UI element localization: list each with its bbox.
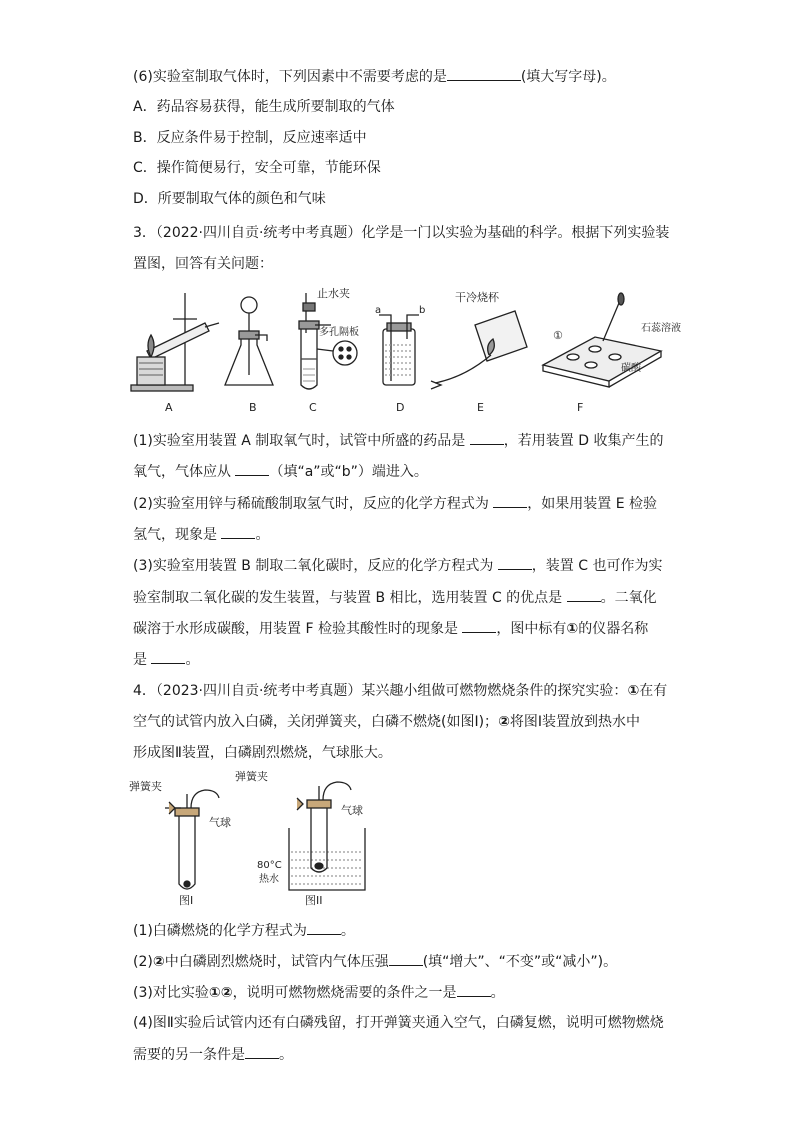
answer-blank[interactable] bbox=[447, 66, 521, 81]
text-span: 氧气，气体应从 bbox=[133, 464, 236, 480]
text-span: ，装置 C 也可作为实 bbox=[531, 558, 663, 574]
port-a-label: a bbox=[375, 305, 382, 316]
circled-one: ① bbox=[627, 683, 640, 699]
fig-label-d: D bbox=[396, 401, 405, 414]
figure-one-test-tube bbox=[165, 790, 219, 889]
answer-blank[interactable] bbox=[493, 493, 527, 508]
q3-part1-line1 bbox=[133, 430, 663, 451]
q4-intro-line1 bbox=[133, 681, 667, 701]
answer-blank[interactable] bbox=[307, 920, 341, 935]
circled-one-two: ①② bbox=[208, 985, 233, 1001]
q6-option-b: B．反应条件易于控制，反应速率适中 bbox=[133, 130, 367, 146]
q4-part4-line1: (4)图Ⅱ实验后试管内还有白磷残留，打开弹簧夹通入空气，白磷复燃，说明可燃物燃烧 bbox=[133, 1015, 664, 1031]
balloon-label-1: 气球 bbox=[209, 816, 231, 829]
fig-label-b: B bbox=[249, 401, 257, 414]
q6-option-a: A．药品容易获得，能生成所要制取的气体 bbox=[133, 99, 395, 115]
apparatus-a-heating-tube bbox=[131, 293, 219, 391]
text-span: 。 bbox=[490, 985, 505, 1001]
answer-blank[interactable] bbox=[245, 1044, 279, 1059]
q4-intro-line2 bbox=[133, 712, 640, 732]
text-span: 4．（2023·四川自贡·统考中考真题）某兴趣小组做可燃物燃烧条件的探究实验： bbox=[133, 683, 628, 699]
answer-blank[interactable] bbox=[567, 587, 601, 602]
circled-two: ② bbox=[498, 714, 510, 730]
q3-part2-line2 bbox=[133, 524, 269, 545]
fig-label-a: A bbox=[165, 401, 173, 414]
q3-apparatus-figure bbox=[125, 285, 695, 420]
balloon-label-2: 气球 bbox=[341, 804, 363, 817]
text-span: (2) bbox=[133, 954, 153, 970]
text-span: 碳溶于水形成碳酸，用装置 F 检验其酸性时的现象是 bbox=[133, 621, 463, 637]
apparatus-b-conical-flask bbox=[225, 297, 273, 385]
q3-intro-line1: 3．（2022·四川自贡·统考中考真题）化学是一门以实验为基础的科学。根据下列实验装 bbox=[133, 225, 670, 241]
text-span: (1)白磷燃烧的化学方程式为 bbox=[133, 923, 307, 939]
text-span: (填“增大”、“不变”或“减小”)。 bbox=[422, 954, 618, 970]
text-span: 需要的另一条件是 bbox=[133, 1047, 245, 1063]
q6-option-c: C．操作简便易行，安全可靠，节能环保 bbox=[133, 160, 381, 176]
figure-two-beaker bbox=[289, 782, 365, 890]
text-span: 是 bbox=[133, 652, 152, 668]
q6-option-d: D．所要制取气体的颜色和气味 bbox=[133, 191, 326, 207]
spring-clamp-label-2: 弹簧夹 bbox=[235, 770, 268, 783]
answer-blank[interactable] bbox=[221, 524, 255, 539]
text-span: 。 bbox=[340, 923, 355, 939]
apparatus-e-dry-beaker bbox=[431, 311, 527, 389]
text-span: 中白磷剧烈燃烧时，试管内气体压强 bbox=[164, 954, 389, 970]
fig-label-c: C bbox=[309, 401, 317, 414]
text-span: (2)实验室用锌与稀硫酸制取氢气时，反应的化学方程式为 bbox=[133, 496, 494, 512]
text-span: 。二氧化 bbox=[600, 590, 657, 606]
apparatus-d-gas-bottle bbox=[379, 315, 419, 385]
circled-two: ② bbox=[152, 954, 165, 970]
q4-phosphorus-figure bbox=[125, 768, 385, 913]
q6-stem bbox=[133, 66, 616, 87]
spring-clamp-label-1: 弹簧夹 bbox=[129, 780, 162, 793]
answer-blank[interactable] bbox=[457, 982, 491, 997]
text-span: (3)实验室用装置 B 制取二氧化碳时，反应的化学方程式为 bbox=[133, 558, 498, 574]
text-span: 的仪器名称 bbox=[578, 621, 649, 637]
litmus-label: 石蕊溶液 bbox=[641, 323, 681, 334]
apparatus-c-porous-plate-tube bbox=[299, 293, 357, 389]
q6-stem-text: (6)实验室制取气体时，下列因素中不需要考虑的是 bbox=[133, 69, 447, 85]
q3-intro-line2: 置图，回答有关问题： bbox=[133, 256, 273, 272]
stop-clamp-label: 止水夹 bbox=[317, 287, 350, 300]
port-b-label: b bbox=[419, 305, 426, 316]
text-span: 。 bbox=[185, 652, 200, 668]
figure-one-caption: 图I bbox=[179, 894, 194, 907]
fig-label-f: F bbox=[577, 401, 584, 414]
q3-part3-line2 bbox=[133, 587, 657, 608]
answer-blank[interactable] bbox=[151, 649, 185, 664]
answer-blank[interactable] bbox=[462, 618, 496, 633]
hot-water-label: 热水 bbox=[259, 874, 279, 885]
text-span: (3)对比实验 bbox=[133, 985, 209, 1001]
answer-blank[interactable] bbox=[470, 430, 504, 445]
q4-intro-line3: 形成图Ⅱ装置，白磷剧烈燃烧，气球胀大。 bbox=[133, 745, 392, 761]
text-span: 。 bbox=[279, 1047, 293, 1063]
q3-part3-line1 bbox=[133, 555, 662, 576]
text-span: 验室制取二氧化碳的发生装置，与装置 B 相比，选用装置 C 的优点是 bbox=[133, 590, 567, 606]
text-span: ，若用装置 D 收集产生的 bbox=[503, 433, 664, 449]
q3-part1-line2 bbox=[133, 461, 428, 482]
text-span: 氢气，现象是 bbox=[133, 527, 222, 543]
text-span: 空气的试管内放入白磷，关闭弹簧夹，白磷不燃烧(如图Ⅰ)； bbox=[133, 714, 499, 730]
q3-part2-line1 bbox=[133, 493, 657, 514]
q3-part3-line4 bbox=[133, 649, 199, 670]
answer-blank[interactable] bbox=[498, 555, 532, 570]
text-span: 在有 bbox=[639, 683, 668, 699]
text-span: ，说明可燃物燃烧需要的条件之一是 bbox=[232, 985, 457, 1001]
porous-plate-label: 多孔隔板 bbox=[319, 327, 359, 338]
text-span: 。 bbox=[255, 527, 270, 543]
text-span: 将图Ⅰ装置放到热水中 bbox=[509, 714, 641, 730]
q3-part3-line3 bbox=[133, 618, 648, 639]
answer-blank[interactable] bbox=[389, 951, 423, 966]
carbonic-acid-label: 碳酸 bbox=[621, 363, 641, 374]
q4-part3 bbox=[133, 982, 505, 1003]
answer-blank[interactable] bbox=[235, 461, 269, 476]
circled-one: ① bbox=[566, 621, 579, 637]
temperature-label: 80°C bbox=[257, 860, 282, 871]
text-span: ，图中标有 bbox=[496, 621, 567, 637]
q4-part1 bbox=[133, 920, 355, 941]
q6-stem-suffix: (填大写字母)。 bbox=[520, 69, 616, 85]
circle-one-marker: ① bbox=[553, 329, 563, 342]
q4-part2 bbox=[133, 951, 617, 972]
q4-part4-line2 bbox=[133, 1044, 293, 1065]
dry-beaker-label: 干冷烧杯 bbox=[455, 291, 499, 304]
figure-two-caption: 图II bbox=[305, 894, 323, 907]
text-span: （填“a”或“b”）端进入。 bbox=[269, 464, 428, 480]
fig-label-e: E bbox=[477, 401, 484, 414]
text-span: (1)实验室用装置 A 制取氧气时，试管中所盛的药品是 bbox=[133, 433, 470, 449]
text-span: ，如果用装置 E 检验 bbox=[527, 496, 658, 512]
